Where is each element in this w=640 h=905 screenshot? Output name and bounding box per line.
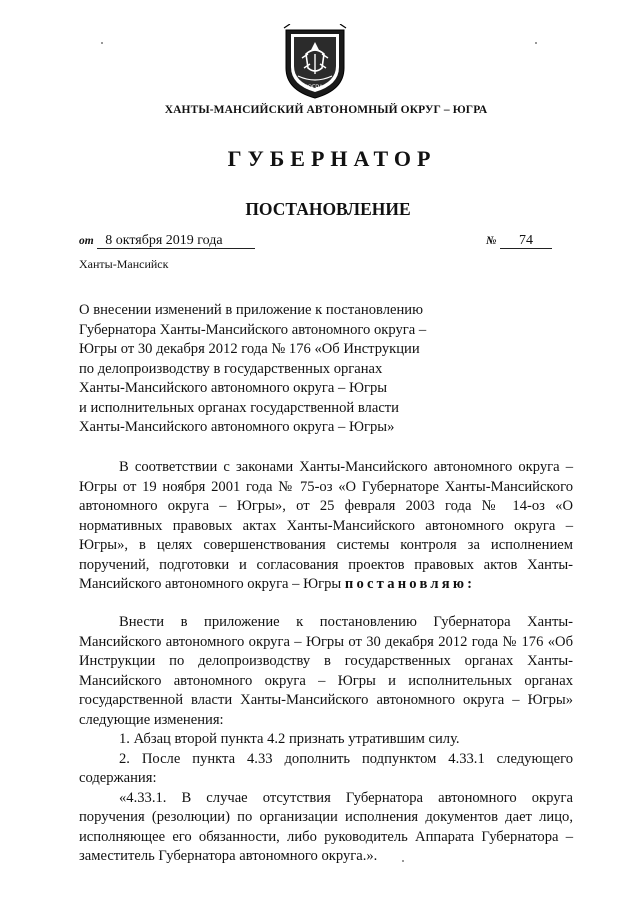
resolve-word: постановляю: [344,576,476,592]
preamble-text [79,458,573,595]
document-type: ПОСТАНОВЛЕНИЕ [245,199,411,219]
document-subject [79,301,499,438]
city: Ханты-Мансийск [79,257,169,271]
change-item-2: 2. После пункта 4.33 дополнить подпунктом 4.33.1 следующего содержания: [79,750,573,786]
change-item-2-text: «4.33.1. В случае отсутствия Губернатора автономного округа поручения (резолюции) по организации исполнения документов дает лицо, исполняющее его обязанности, либо руководитель Аппарата Губернатора – заместитель Губернатора автономного округа.». [79,789,573,864]
date-prefix: от [79,235,94,247]
subject-line: Ханты-Мансийского автономного округа – Югры [79,380,388,396]
region-name: ХАНТЫ-МАНСИЙСКИЙ АВТОНОМНЫЙ ОКРУГ – ЮГРА [164,104,488,116]
subject-line: Югры от 30 декабря 2012 года № 176 «Об Инструкции [79,341,420,357]
subject-line: Ханты-Мансийского автономного округа – Югры» [79,419,395,435]
date-line [79,233,255,249]
scan-speck [101,42,103,44]
document-date: 8 октября 2019 года [97,233,255,249]
document-number: 74 [500,233,552,249]
emblem-label: ЮГРА [306,85,323,91]
issuer-title: ГУБЕРНАТОР [227,146,437,171]
scan-speck [535,42,537,44]
preamble-body: В соответствии с законами Ханты-Мансийского автономного округа – Югры от 19 ноября 2001 года № 75-оз «О Губернаторе Ханты-Мансийского автономного округа – Югры», от 25 февраля 2003 года № 14-оз «О нормативных правовых актах Ханты-Мансийского автономного округа – Югры», в целях совершенствования системы контроля за исполнением поручений, подготовки и согласования проектов правовых актов Ханты-Мансийского автономного округа – Югры [79,459,573,592]
number-line [486,233,552,249]
scan-speck [402,860,404,862]
subject-line: по делопроизводству в государственных органах [79,360,383,377]
subject-line: и исполнительных органах государственной власти [79,399,399,416]
change-item-1: 1. Абзац второй пункта 4.2 признать утратившим силу. [119,731,460,747]
preamble [79,458,573,595]
subject-line: О внесении изменений в приложение к постановлению [79,302,423,318]
subject-line: Губернатора Ханты-Мансийского автономного округа – [79,321,427,338]
number-prefix: № [486,235,497,247]
resolution-intro: Внести в приложение к постановлению Губернатора Ханты-Мансийского автономного округа – Югры от 30 декабря 2012 года № 176 «Об Инструкции по делопроизводству в государственных органах Ханты-Мансийского автономного округа – Югры и исполнительных органах государственной власти Ханты-Мансийского автономного округа – Югры» следующие изменения: [79,614,573,728]
resolution-body [79,613,573,867]
